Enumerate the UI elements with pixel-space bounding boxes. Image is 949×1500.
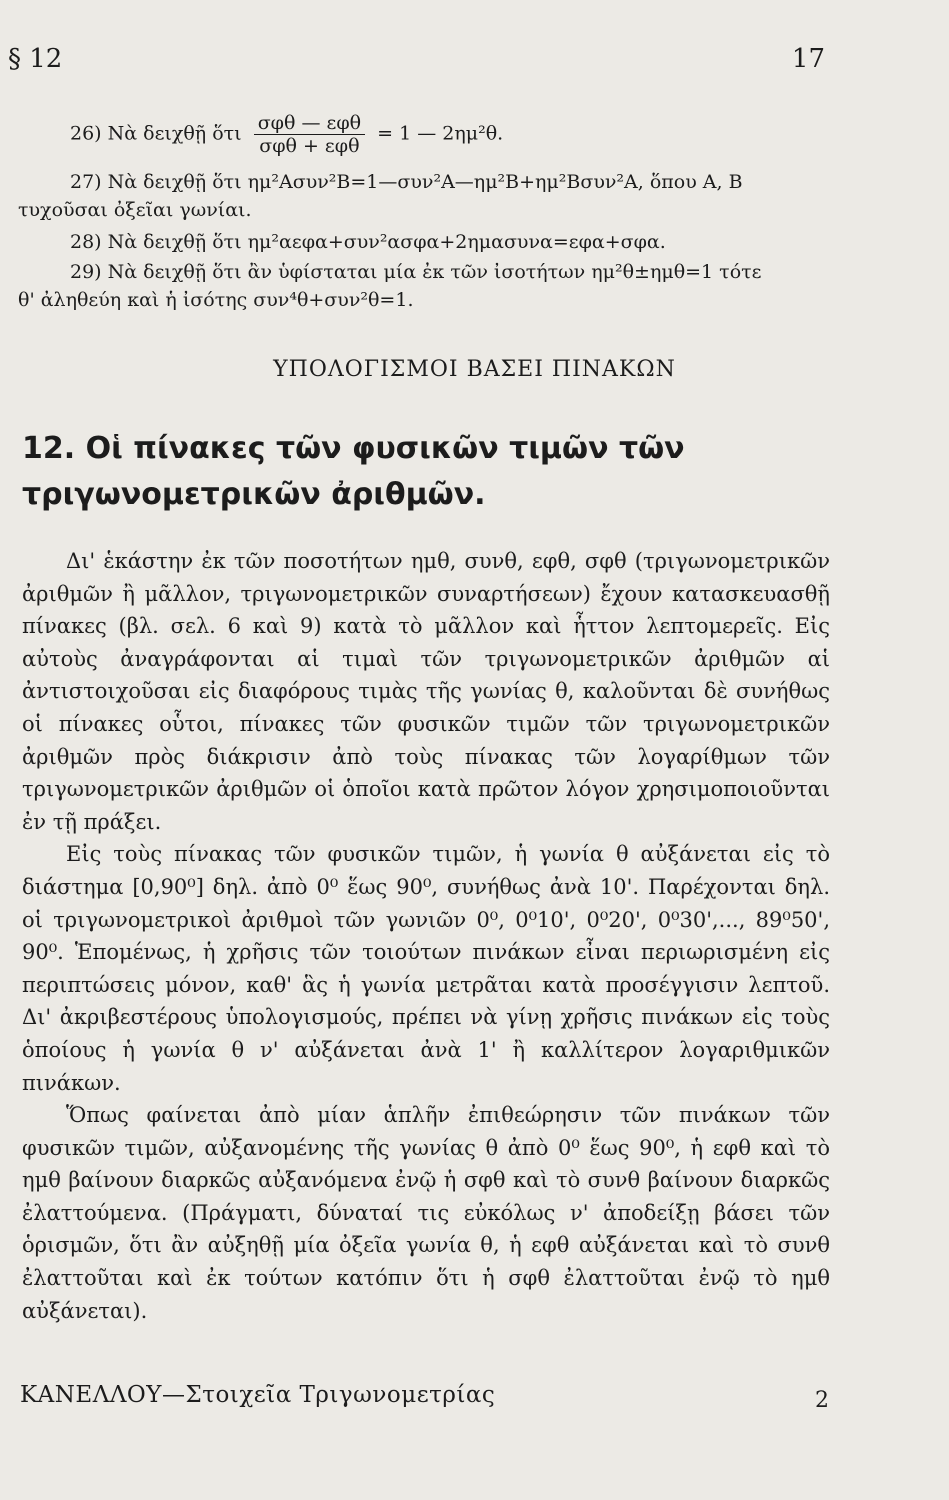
section-mark: § 12	[8, 44, 63, 74]
fraction-denominator: σφθ + εφθ	[259, 135, 360, 157]
page-number: 17	[791, 44, 825, 74]
exercise-29	[18, 258, 828, 314]
exercise-29-line-1: 29) Νὰ δειχθῇ ὅτι ἂν ὑφίσταται μία ἐκ τῶν ἰσοτήτων ημ²θ±ημθ=1 τότε	[70, 261, 762, 283]
subsection-number: 12.	[22, 431, 76, 466]
footer-signature-number: 2	[815, 1388, 829, 1413]
footer-book-title: ΚΑΝΕΛΛΟΥ—Στοιχεῖα Τριγωνομετρίας	[20, 1382, 496, 1408]
exercise-29-line-2: θ' ἀληθεύη καὶ ἡ ἰσότης συν⁴θ+συν²θ=1.	[18, 289, 414, 311]
exercise-28	[18, 228, 828, 256]
paragraph-2: Εἰς τοὺς πίνακας τῶν φυσικῶν τιμῶν, ἡ γωνία θ αὐξάνεται εἰς τὸ διάστημα [0,90⁰] δηλ. ἀπὸ 0⁰ ἕως 90⁰, συνήθως ἀνὰ 10'. Παρέχονται δηλ. οἱ τριγωνομετρικοὶ ἀριθμοὶ τῶν γωνιῶν 0⁰, 0⁰10', 0⁰20', 0⁰30',..., 89⁰50', 90⁰. Ἑπομένως, ἡ χρῆσις τῶν τοιούτων πινάκων εἶναι περιωρισμένη εἰς περιπτώσεις μόνον, καθ' ἃς ἡ γωνία μετρᾶται κατὰ προσέγγισιν λεπτοῦ. Δι' ἀκριβεστέρους ὑπολογισμούς, πρέπει νὰ γίνῃ χρῆσις πινάκων εἰς τοὺς ὁποίους ἡ γωνία θ ν' αὐξάνεται ἀνὰ 1' ἢ καλλίτερον λογαριθμικῶν πινάκων.	[22, 842, 830, 1095]
exercise-26-rhs: = 1 — 2ημ²θ.	[377, 122, 504, 145]
subsection-title: Οἱ πίνακες τῶν φυσικῶν τιμῶν τῶν τριγωνομετρικῶν ἀριθμῶν.	[22, 431, 685, 512]
exercise-26	[18, 112, 828, 157]
fraction-numerator: σφθ — εφθ	[254, 112, 365, 135]
exercise-26-fraction	[254, 112, 365, 157]
exercise-27-line-1: 27) Νὰ δειχθῇ ὅτι ημ²Ασυν²Β=1—συν²Α—ημ²Β+ημ²Βσυν²Α, ὅπου Α, Β	[70, 171, 743, 193]
exercise-26-prefix: 26) Νὰ δειχθῇ ὅτι	[70, 122, 242, 145]
exercise-27	[18, 168, 828, 224]
subsection-heading	[22, 426, 842, 518]
section-title: ΥΠΟΛΟΓΙΣΜΟΙ ΒΑΣΕΙ ΠΙΝΑΚΩΝ	[273, 357, 676, 382]
exercise-28-line-1: 28) Νὰ δειχθῇ ὅτι ημ²αεφα+συν²ασφα+2ημασυνα=εφα+σφα.	[70, 231, 666, 253]
exercise-27-line-2: τυχοῦσαι ὀξεῖαι γωνίαι.	[18, 199, 252, 221]
body-text	[22, 545, 830, 1327]
paragraph-3: Ὅπως φαίνεται ἀπὸ μίαν ἁπλῆν ἐπιθεώρησιν τῶν πινάκων τῶν φυσικῶν τιμῶν, αὐξανομένης τῆς γωνίας θ ἀπὸ 0⁰ ἕως 90⁰, ἡ εφθ καὶ τὸ ημθ βαίνουν διαρκῶς αὐξανόμενα ἐνῷ ἡ σφθ καὶ τὸ συνθ βαίνουν διαρκῶς ἐλαττούμενα. (Πράγματι, δύναταί τις εὐκόλως ν' ἀποδείξῃ βάσει τῶν ὁρισμῶν, ὅτι ἂν αὐξηθῇ μία ὀξεῖα γωνία θ, ἡ εφθ αὐξάνεται καὶ τὸ συνθ ἐλαττοῦται καὶ ἐκ τούτων κατόπιν ὅτι ἡ σφθ ἐλαττοῦται ἐνῷ τὸ ημθ αὐξάνεται).	[22, 1103, 830, 1323]
paragraph-1: Δι' ἑκάστην ἐκ τῶν ποσοτήτων ημθ, συνθ, εφθ, σφθ (τριγωνομετρικῶν ἀριθμῶν ἢ μᾶλλον, τριγωνομετρικῶν συναρτήσεων) ἔχουν κατασκευασθῇ πίνακες (βλ. σελ. 6 καὶ 9) κατὰ τὸ μᾶλλον καὶ ἧττον λεπτομερεῖς. Εἰς αὐτοὺς ἀναγράφονται αἱ τιμαὶ τῶν τριγωνομετρικῶν ἀριθμῶν αἱ ἀντιστοιχοῦσαι εἰς διαφόρους τιμὰς τῆς γωνίας θ, καλοῦνται δὲ συνήθως οἱ πίνακες οὗτοι, πίνακες τῶν φυσικῶν τιμῶν τῶν τριγωνομετρικῶν ἀριθμῶν πρὸς διάκρισιν ἀπὸ τοὺς πίνακας τῶν λογαρίθμων τῶν τριγωνομετρικῶν ἀριθμῶν οἱ ὁποῖοι κατὰ πρῶτον λόγον χρησιμοποιοῦνται ἐν τῇ πράξει.	[22, 549, 830, 834]
